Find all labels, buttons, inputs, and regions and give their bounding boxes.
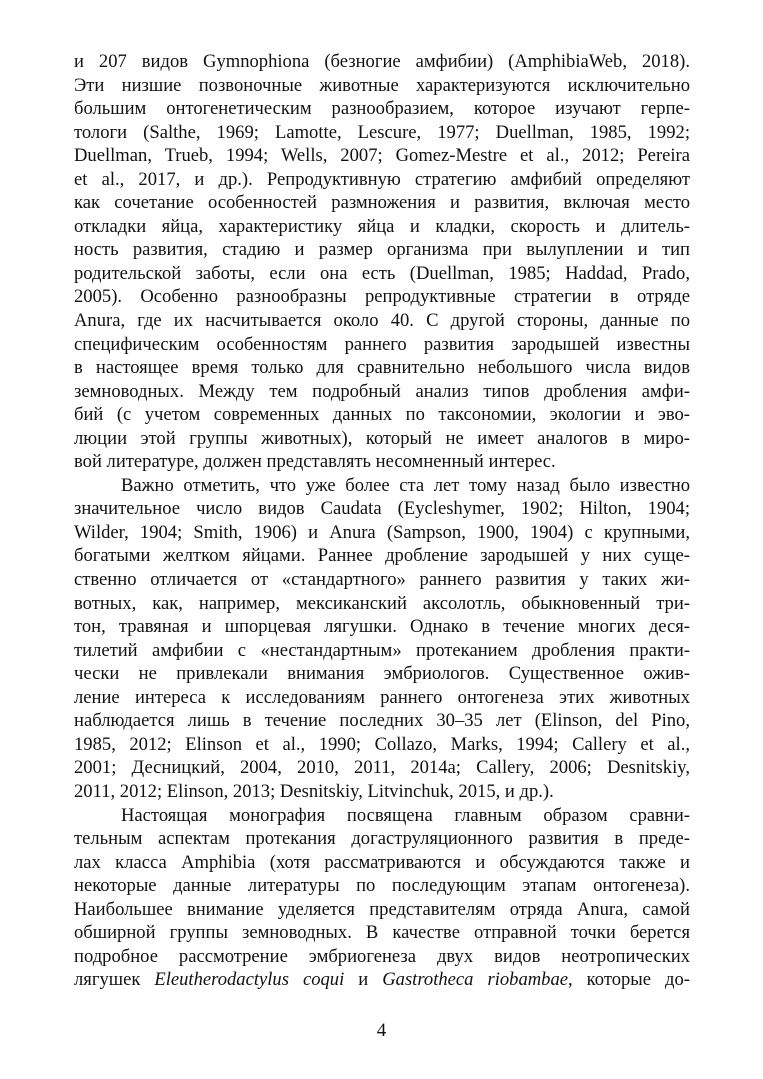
- text-line: вотных, как, например, мексиканский аксолотль, обыкновенный три-: [74, 592, 690, 614]
- text-line: тилетий амфибии с «нестандартным» протеканием дробления практи-: [74, 639, 690, 661]
- text-line: Anura, где их насчитывается около 40. С другой стороны, данные по: [74, 310, 690, 332]
- paragraph-3: [74, 804, 690, 992]
- text-line: некоторые данные литературы по последующим этапам онтогенеза).: [74, 875, 690, 897]
- text-line: 2005). Особенно разнообразны репродуктивные стратегии в отряде: [74, 286, 690, 308]
- text-line: тельным аспектам протекания догаструляционного развития в преде-: [74, 828, 690, 850]
- text-line: как сочетание особенностей размножения и развития, включая место: [74, 192, 690, 214]
- text-line: родительской заботы, если она есть (Duellman, 1985; Haddad, Prado,: [74, 262, 690, 284]
- paragraph-2: [74, 474, 690, 804]
- text-line: тологи (Salthe, 1969; Lamotte, Lescure, 1977; Duellman, 1985, 1992;: [74, 121, 690, 143]
- text-line: 2001; Десницкий, 2004, 2010, 2011, 2014а; Callery, 2006; Desnitskiy,: [74, 757, 690, 779]
- text-line: значительное число видов Caudata (Eycleshymer, 1902; Hilton, 1904;: [74, 498, 690, 520]
- text-line: вой литературе, должен представлять несомненный интерес.: [74, 451, 556, 473]
- text-line: Настоящая монография посвящена главным образом сравни-: [121, 804, 690, 826]
- text-line: бий (с учетом современных данных по таксономии, экологии и эво-: [74, 404, 690, 426]
- text-line: Наибольшее внимание уделяется представителям отряда Anura, самой: [74, 898, 690, 920]
- text-line: Важно отметить, что уже более ста лет тому назад было известно: [121, 474, 690, 496]
- text-line: ление интереса к исследованиям раннего онтогенеза этих животных: [74, 686, 690, 708]
- text-line: Duellman, Trueb, 1994; Wells, 2007; Gomez-Mestre et al., 2012; Pereira: [74, 145, 690, 167]
- text-line: земноводных. Между тем подробный анализ типов дробления амфи-: [74, 380, 690, 402]
- text-line: лах класса Amphibia (хотя рассматриваются и обсуждаются также и: [74, 851, 690, 873]
- paragraph-1: [74, 50, 690, 474]
- text-line: большим онтогенетическим разнообразием, которое изучают герпе-: [74, 98, 690, 120]
- text-line: Эти низшие позвоночные животные характеризуются исключительно: [74, 74, 690, 96]
- text-line: люции этой группы животных), который не имеет аналогов в миро-: [74, 427, 690, 449]
- text-line: в настоящее время только для сравнительно небольшого числа видов: [74, 357, 690, 379]
- text-line: богатыми желтком яйцами. Раннее дробление зародышей у них суще-: [74, 545, 690, 567]
- text-line: откладки яйца, характеристику яйца и кладки, скорость и длитель-: [74, 215, 690, 237]
- text-line: подробное рассмотрение эмбриогенеза двух видов неотропических: [74, 945, 690, 967]
- text-line: ность развития, стадию и размер организма при вылуплении и тип: [74, 239, 690, 261]
- text-line: тон, травяная и шпорцевая лягушки. Однако в течение многих деся-: [74, 616, 690, 638]
- page-body: [74, 50, 690, 992]
- text-line: ственно отличается от «стандартного» раннего развития у таких жи-: [74, 569, 690, 591]
- text-line: et al., 2017, и др.). Репродуктивную стратегию амфибий определяют: [74, 168, 690, 190]
- text-line: 2011, 2012; Elinson, 2013; Desnitskiy, Litvinchuk, 2015, и др.).: [74, 780, 554, 802]
- text-line: специфическим особенностям раннего развития зародышей известны: [74, 333, 690, 355]
- text-line: Wilder, 1904; Smith, 1906) и Anura (Sampson, 1900, 1904) с крупными,: [74, 521, 690, 543]
- text-line: чески не привлекали внимания эмбриологов. Существенное ожив-: [74, 663, 690, 685]
- text-line: 1985, 2012; Elinson et al., 1990; Collazo, Marks, 1994; Callery et al.,: [74, 733, 690, 755]
- species-name: Eleutherodactylus coqui: [154, 969, 345, 991]
- text-line: обширной группы земноводных. В качестве отправной точки берется: [74, 922, 690, 944]
- text-line: и 207 видов Gymnophiona (безногие амфибии) (AmphibiaWeb, 2018).: [74, 51, 690, 72]
- text-line: лягушек Eleutherodactylus coqui и Gastrotheca riobambae, которые до-: [74, 969, 690, 991]
- species-name: Gastrotheca riobambae: [382, 969, 569, 991]
- page-number: 4: [376, 1020, 387, 1041]
- text-line: наблюдается лишь в течение последних 30–35 лет (Elinson, del Pino,: [74, 710, 690, 732]
